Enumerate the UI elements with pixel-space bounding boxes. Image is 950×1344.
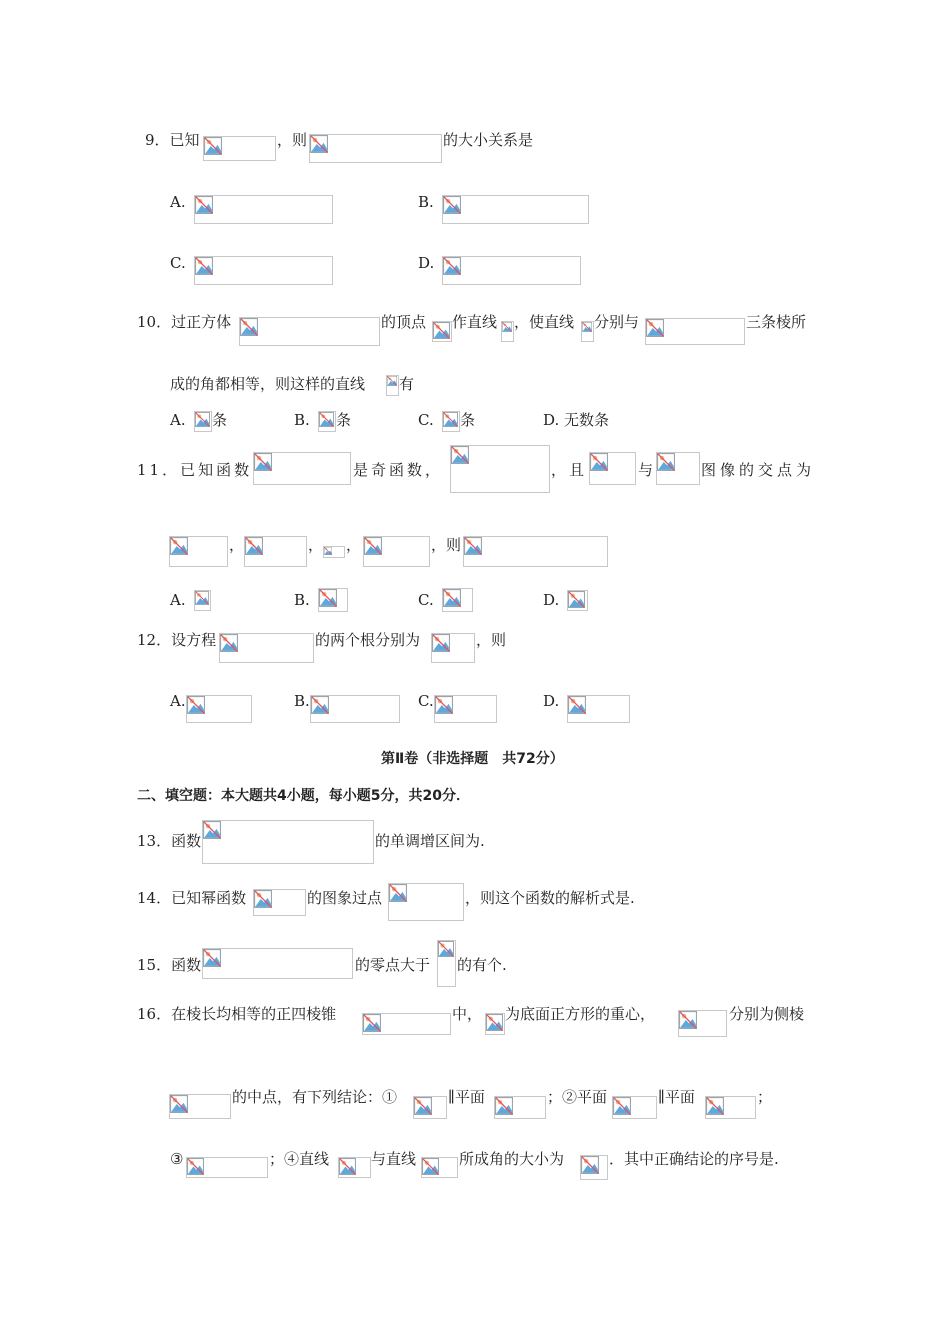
formula-image — [501, 321, 514, 342]
q13-text: 的单调增区间为. — [375, 832, 485, 850]
formula-image — [362, 1013, 451, 1035]
formula-image — [442, 411, 460, 432]
q11-text: ，则 — [431, 536, 462, 554]
option-text: 条 — [336, 411, 352, 429]
broken-image-icon — [432, 634, 450, 652]
formula-image — [310, 695, 400, 723]
option-d-label: D. — [543, 692, 560, 710]
broken-image-icon — [568, 591, 585, 608]
q16-text: ∥平面 — [658, 1088, 695, 1106]
q11-text: 图像的交点为 — [701, 461, 816, 479]
broken-image-icon — [187, 696, 205, 714]
q11-comma: ， — [346, 536, 362, 554]
formula-image — [194, 195, 333, 224]
broken-image-icon — [363, 1014, 381, 1032]
broken-image-icon — [195, 591, 209, 605]
q16-text: ∥平面 — [448, 1088, 485, 1106]
formula-image — [567, 695, 630, 723]
broken-image-icon — [486, 1014, 503, 1031]
q10-text: 三条棱所 — [746, 313, 807, 331]
formula-image — [705, 1096, 756, 1119]
q10-text: 作直线 — [452, 313, 498, 331]
broken-image-icon — [324, 547, 332, 555]
option-c-label: C. — [170, 254, 186, 272]
formula-image — [169, 1094, 231, 1119]
formula-image — [338, 1157, 371, 1178]
broken-image-icon — [319, 589, 337, 607]
broken-image-icon — [319, 412, 334, 427]
q15-number: 15．函数 — [137, 956, 202, 974]
formula-image — [194, 590, 211, 611]
broken-image-icon — [502, 322, 512, 332]
formula-image — [589, 452, 636, 485]
q16-text: 为底面正方形的重心， — [505, 1005, 656, 1023]
formula-image — [485, 1013, 505, 1035]
option-c-label: C. — [418, 591, 434, 609]
formula-image — [169, 536, 228, 567]
formula-image — [494, 1096, 546, 1119]
option-d-label: D. — [543, 591, 560, 609]
broken-image-icon — [254, 453, 272, 471]
formula-image — [363, 536, 430, 567]
q9-text: 的大小关系是 — [443, 131, 534, 149]
formula-image — [388, 883, 464, 921]
q16-text: 所成角的大小为 — [459, 1150, 565, 1168]
formula-image — [437, 940, 456, 987]
q10-text: ，使直线 — [514, 313, 575, 331]
broken-image-icon — [443, 257, 461, 275]
q10-text: 成的角都相等，则这样的直线 — [170, 375, 366, 393]
formula-image — [186, 1157, 268, 1178]
broken-image-icon — [170, 1095, 188, 1113]
broken-image-icon — [187, 1158, 204, 1175]
option-a-label: A. — [170, 692, 186, 710]
option-b-label: B. — [294, 591, 310, 609]
broken-image-icon — [495, 1097, 513, 1115]
formula-image — [386, 375, 399, 396]
section-heading: 二、填空题：本大题共4小题，每小题5分，共20分． — [137, 788, 470, 804]
formula-image — [463, 536, 608, 567]
formula-image — [194, 411, 212, 432]
broken-image-icon — [240, 318, 258, 336]
broken-image-icon — [568, 696, 586, 714]
formula-image — [253, 452, 351, 485]
formula-image — [413, 1096, 447, 1119]
q16-text: ．其中正确结论的序号是. — [609, 1150, 779, 1168]
q16-text: ；④直线 — [269, 1150, 330, 1168]
formula-image — [219, 633, 314, 663]
q11-comma: ， — [229, 536, 245, 554]
q13-number: 13．函数 — [137, 832, 202, 850]
option-d-label: D. — [418, 254, 435, 272]
option-a-label: A. — [170, 591, 186, 609]
q16-text: 中， — [452, 1005, 483, 1023]
broken-image-icon — [245, 537, 263, 555]
broken-image-icon — [443, 196, 461, 214]
broken-image-icon — [464, 537, 482, 555]
broken-image-icon — [438, 941, 454, 957]
formula-image — [318, 588, 348, 612]
broken-image-icon — [433, 322, 450, 339]
q16-text: ③ — [170, 1150, 184, 1168]
broken-image-icon — [590, 453, 608, 471]
q14-number: 14．已知幂函数 — [137, 889, 247, 907]
formula-image — [612, 1096, 657, 1119]
q11-comma: ， — [308, 536, 324, 554]
broken-image-icon — [706, 1097, 724, 1115]
q16-text: 的中点，有下列结论：① — [232, 1088, 398, 1106]
option-c-label: C. — [418, 411, 434, 429]
broken-image-icon — [310, 135, 328, 153]
q16-text: ； — [757, 1088, 773, 1106]
option-text: 条 — [460, 411, 476, 429]
formula-image — [244, 536, 307, 567]
q12-text: 的两个根分别为 — [315, 631, 421, 649]
broken-image-icon — [582, 322, 592, 332]
broken-image-icon — [443, 412, 458, 427]
option-a-label: A. — [170, 193, 186, 211]
option-c-label: C. — [418, 692, 434, 710]
formula-image — [645, 318, 745, 345]
broken-image-icon — [646, 319, 664, 337]
formula-image — [678, 1010, 727, 1037]
broken-image-icon — [195, 412, 210, 427]
option-text: 条 — [212, 411, 228, 429]
formula-image — [202, 820, 374, 864]
q12-number: 12．设方程 — [137, 631, 217, 649]
broken-image-icon — [203, 949, 221, 967]
formula-image — [450, 445, 550, 493]
q16-text: 与直线 — [371, 1150, 417, 1168]
formula-image — [442, 195, 589, 224]
q11-text: 与 — [638, 461, 654, 479]
broken-image-icon — [581, 1156, 599, 1174]
formula-image — [186, 695, 252, 723]
formula-image — [431, 633, 475, 663]
broken-image-icon — [203, 821, 221, 839]
formula-image — [442, 256, 581, 285]
broken-image-icon — [170, 537, 188, 555]
broken-image-icon — [220, 634, 238, 652]
formula-image — [318, 411, 336, 432]
q10-number: 10．过正方体 — [137, 313, 232, 331]
broken-image-icon — [254, 890, 272, 908]
option-d-label: D. 无数条 — [543, 411, 610, 429]
formula-image — [434, 695, 497, 723]
formula-image — [239, 317, 380, 346]
q16-number: 16．在棱长均相等的正四棱锥 — [137, 1005, 337, 1023]
option-b-label: B. — [418, 193, 434, 211]
formula-image — [309, 134, 442, 163]
broken-image-icon — [443, 589, 461, 607]
broken-image-icon — [435, 696, 453, 714]
broken-image-icon — [389, 884, 407, 902]
q15-text: 的有个. — [457, 956, 507, 974]
broken-image-icon — [311, 696, 329, 714]
broken-image-icon — [657, 453, 675, 471]
broken-image-icon — [451, 446, 469, 464]
broken-image-icon — [679, 1011, 697, 1029]
q12-text: ，则 — [476, 631, 507, 649]
formula-image — [203, 136, 276, 161]
section-title: 第Ⅱ卷（非选择题 共72分） — [381, 751, 564, 767]
broken-image-icon — [364, 537, 382, 555]
formula-image — [567, 590, 588, 611]
q9-number: 9．已知 — [145, 131, 200, 149]
broken-image-icon — [422, 1158, 439, 1175]
broken-image-icon — [387, 376, 397, 386]
formula-image — [656, 452, 700, 485]
q15-text: 的零点大于 — [355, 956, 431, 974]
formula-image — [421, 1157, 458, 1178]
q10-text: 的顶点 — [381, 313, 427, 331]
formula-image — [442, 588, 473, 612]
q16-text: 分别为侧棱 — [729, 1005, 805, 1023]
broken-image-icon — [195, 196, 213, 214]
q14-text: 的图象过点 — [307, 889, 383, 907]
formula-image — [581, 321, 594, 342]
formula-image — [580, 1155, 608, 1180]
option-b-label: B. — [294, 692, 310, 710]
option-b-label: B. — [294, 411, 310, 429]
broken-image-icon — [195, 257, 213, 275]
q9-text: ，则 — [277, 131, 308, 149]
formula-image — [253, 889, 306, 916]
formula-image — [202, 948, 353, 979]
broken-image-icon — [414, 1097, 432, 1115]
broken-image-icon — [204, 137, 222, 155]
q10-text: 有 — [399, 375, 415, 393]
formula-image — [194, 256, 333, 285]
broken-image-icon — [339, 1158, 356, 1175]
q16-text: ；②平面 — [547, 1088, 608, 1106]
q11-text: ，且 — [551, 461, 588, 479]
option-a-label: A. — [170, 411, 186, 429]
q11-text: 是奇函数， — [353, 461, 444, 479]
broken-image-icon — [613, 1097, 631, 1115]
formula-image — [323, 546, 345, 558]
formula-image — [432, 321, 452, 342]
q14-text: ，则这个函数的解析式是. — [465, 889, 635, 907]
q10-text: 分别与 — [594, 313, 640, 331]
q11-number: 11．已知函数 — [137, 461, 253, 479]
